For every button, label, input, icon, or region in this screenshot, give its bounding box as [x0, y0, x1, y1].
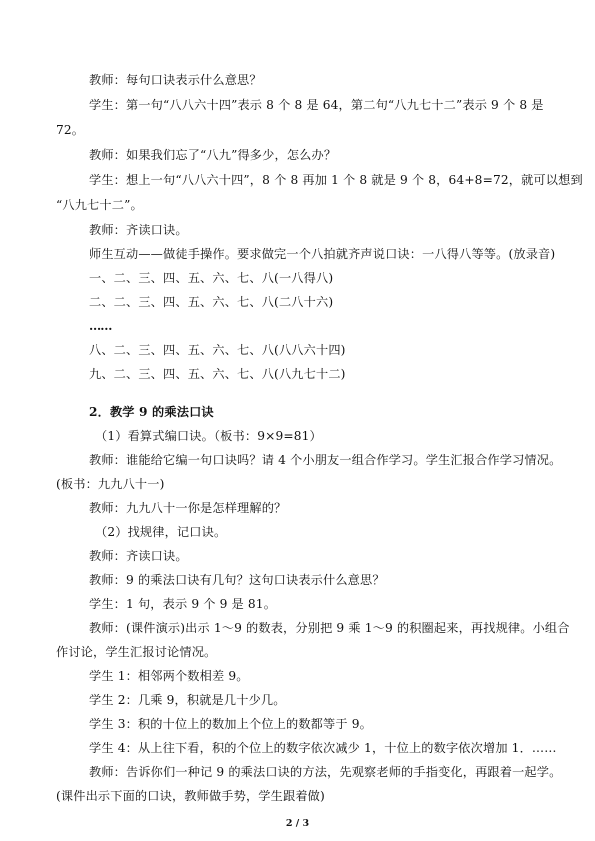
interaction-instruction: 师生互动——做徒手操作。要求做完一个八拍就齐声说口诀：一八得八等等。(放录音): [89, 247, 556, 261]
section-heading: 2．教学 9 的乘法口诀: [89, 405, 214, 419]
student-answer-count: 学生：1 句，表示 9 个 9 是 81。: [89, 597, 277, 611]
student-2-finding: 学生 2：几乘 9，积就是几十少几。: [89, 693, 286, 707]
teacher-question-forget: 教师：如果我们忘了“八九”得多少，怎么办？: [89, 148, 337, 162]
teacher-ask-count: 教师：9 的乘法口诀有几句？这句口诀表示什么意思？: [89, 573, 385, 587]
teacher-courseware-demo-cont: 作讨论，学生汇报讨论情况。: [56, 645, 217, 659]
student-4-finding: 学生 4：从上往下看，积的个位上的数字依次减少 1，十位上的数字依次增加 1．……: [89, 741, 557, 755]
teacher-read-aloud-1: 教师：齐读口诀。: [89, 223, 188, 237]
step-2-title: （2）找规律，记口诀。: [95, 525, 227, 539]
chant-line-2: 二、二、三、四、五、六、七、八(二八十六): [89, 295, 334, 309]
student-answer-forget: 学生：想上一句“八八六十四”，8 个 8 再加 1 个 8 就是 9 个 8，64+8=72，就可以想到: [89, 173, 583, 187]
courseware-note: (课件出示下面的口诀，教师做手势，学生跟着做): [56, 789, 325, 803]
teacher-question-meaning: 教师：每句口诀表示什么意思？: [89, 73, 262, 87]
student-3-finding: 学生 3：积的十位上的数加上个位上的数都等于 9。: [89, 717, 372, 731]
chant-line-1: 一、二、三、四、五、六、七、八(一八得八): [89, 271, 334, 285]
chant-ellipsis: ……: [89, 319, 112, 333]
student-answer-meaning-cont: 72。: [56, 123, 85, 137]
student-1-finding: 学生 1：相邻两个数相差 9。: [89, 669, 249, 683]
chant-line-8: 八、二、三、四、五、六、七、八(八八六十四): [89, 343, 346, 357]
chant-line-9: 九、二、三、四、五、六、七、八(八九七十二): [89, 367, 346, 381]
teacher-courseware-demo: 教师：(课件演示)出示 1～9 的数表，分别把 9 乘 1～9 的积圈起来，再找规律。小组合: [89, 621, 570, 635]
teacher-method-intro: 教师：告诉你们一种记 9 的乘法口诀的方法，先观察老师的手指变化，再跟着一起学。: [89, 765, 562, 779]
teacher-read-aloud-2: 教师：齐读口诀。: [89, 549, 188, 563]
teacher-ask-compose: 教师：谁能给它编一句口诀吗？请 4 个小朋友一组合作学习。学生汇报合作学习情况。: [89, 453, 562, 467]
student-answer-meaning: 学生：第一句“八八六十四”表示 8 个 8 是 64，第二句“八九七十二”表示 9 个 8 是: [89, 98, 544, 112]
student-answer-forget-cont: “八九七十二”。: [56, 198, 143, 212]
step-1-title: （1）看算式编口诀。（板书：9×9=81）: [95, 429, 322, 443]
teacher-ask-understand: 教师：九九八十一你是怎样理解的？: [89, 501, 287, 515]
board-note: (板书：九九八十一): [56, 477, 165, 491]
page-number: 2 / 3: [285, 818, 310, 829]
